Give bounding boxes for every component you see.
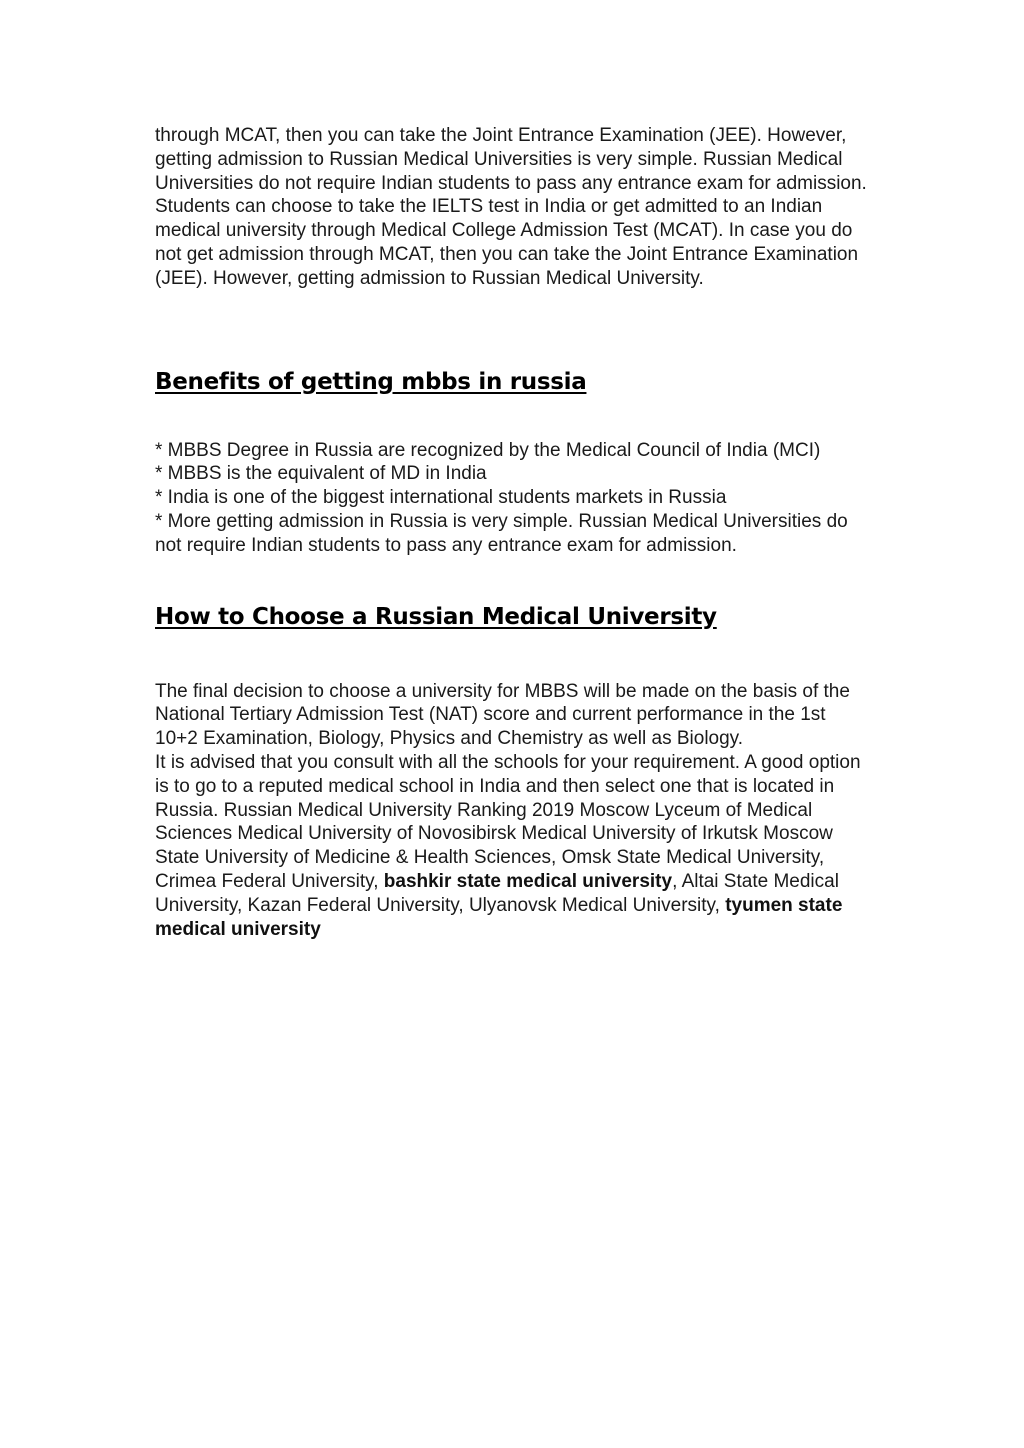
choose-section-body [155, 680, 870, 942]
benefit-item: * India is one of the biggest international students markets in Russia [155, 487, 727, 509]
benefit-item: * MBBS is the equivalent of MD in India [155, 463, 487, 485]
choose-paragraph-2 [155, 751, 870, 941]
benefit-item: * MBBS Degree in Russia are recognized by the Medical Council of India (MCI) [155, 439, 821, 461]
benefits-list [155, 439, 870, 558]
tyumen-university-bold: tyumen state medical university [155, 894, 843, 940]
benefit-item: * More getting admission in Russia is very simple. Russian Medical Universities do not require Indian students to pass any entrance exam for admission. [155, 510, 848, 556]
bashkir-university-bold: bashkir state medical university [383, 870, 673, 892]
benefits-heading: Benefits of getting mbbs in russia [155, 368, 587, 395]
intro-paragraph: through MCAT, then you can take the Joint Entrance Examination (JEE). However, getting admission to Russian Medical Universities is very simple. Russian Medical Universities do not require Indian students to pass any entrance exam for admission. Students can choose to take the IELTS test in India or get admitted to an Indian medical university through Medical College Admission Test (MCAT). In case you do not get admission through MCAT, then you can take the Joint Entrance Examination (JEE). However, getting admission to Russian Medical University. [155, 125, 867, 289]
choose-paragraph-1: The final decision to choose a university for MBBS will be made on the basis of the National Tertiary Admission Test (NAT) score and current performance in the 1st 10+2 Examination, Biology, Physics and Chemistry as well as Biology. [155, 680, 850, 750]
choose-paragraph-2-text: It is advised that you consult with all the schools for your requirement. A good option is to go to a reputed medical school in India and then select one that is located in Russia. Russian Medical University Ranking 2019 Moscow Lyceum of Medical Sciences Medical University of Novosibirsk Medical University of Irkutsk Moscow State University of Medicine & Health Sciences, Omsk State Medical University, Crimea Federal University, [155, 751, 861, 892]
choose-heading: How to Choose a Russian Medical University [155, 603, 717, 630]
choose-paragraph-2-text-continued: , Altai State Medical University, Kazan Federal University, Ulyanovsk Medical University, [155, 870, 839, 916]
document-content [155, 124, 870, 941]
